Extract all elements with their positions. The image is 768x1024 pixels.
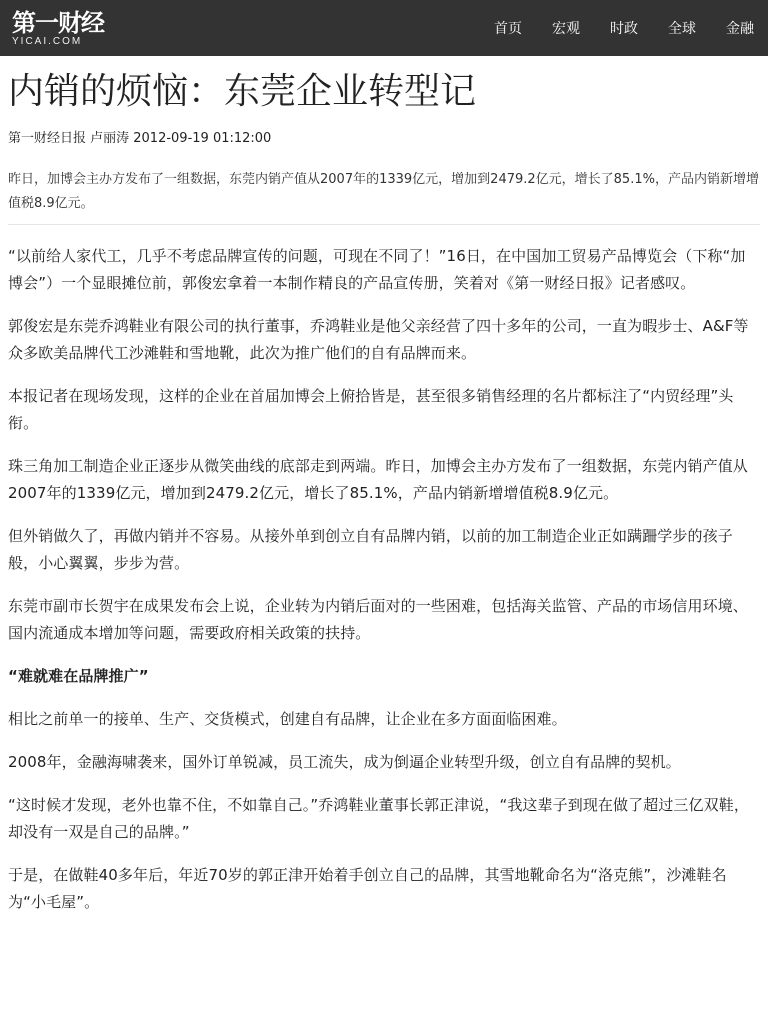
nav-item-global[interactable]: 全球 (668, 21, 696, 37)
nav-item-macro[interactable]: 宏观 (552, 21, 580, 37)
article-paragraph: 珠三角加工制造企业正逐步从微笑曲线的底部走到两端。昨日，加博会主办方发布了一组数据，东莞内销产值从2007年的1339亿元，增加到2479.2亿元，增长了85.1%，产品内销新增增值税8.9亿元。 (8, 457, 748, 502)
article-paragraph: 本报记者在现场发现，这样的企业在首届加博会上俯拾皆是，甚至很多销售经理的名片都标注了“内贸经理”头衔。 (8, 387, 734, 432)
article-body (8, 243, 760, 916)
nav-item-finance[interactable]: 金融 (726, 21, 754, 37)
article-paragraph: 2008年，金融海啸袭来，国外订单锐减，员工流失，成为倒逼企业转型升级，创立自有品牌的契机。 (8, 753, 681, 771)
nav-item-home[interactable]: 首页 (494, 21, 522, 37)
article-paragraph: 郭俊宏是东莞乔鸿鞋业有限公司的执行董事，乔鸿鞋业是他父亲经营了四十多年的公司，一直为暇步士、A&F等众多欧美品牌代工沙滩鞋和雪地靴，此次为推广他们的自有品牌而来。 (8, 317, 749, 362)
top-navigation-bar (0, 0, 768, 56)
article-paragraph: 相比之前单一的接单、生产、交货模式，创建自有品牌，让企业在多方面面临困难。 (8, 710, 567, 728)
article-summary: 昨日，加博会主办方发布了一组数据，东莞内销产值从2007年的1339亿元，增加到2479.2亿元，增长了85.1%，产品内销新增增值税8.9亿元。 (8, 168, 760, 225)
article-meta: 第一财经日报 卢丽涛 2012-09-19 01:12:00 (8, 131, 272, 146)
logo-subtext: YICAI.COM (12, 36, 83, 47)
article-paragraph: “以前给人家代工，几乎不考虑品牌宣传的问题，可现在不同了！”16日，在中国加工贸易产品博览会（下称“加博会”）一个显眼摊位前，郭俊宏拿着一本制作精良的产品宣传册，笑着对《第一财经日报》记者感叹。 (8, 247, 746, 292)
article-paragraph: 东莞市副市长贺宇在成果发布会上说，企业转为内销后面对的一些困难，包括海关监管、产品的市场信用环境、国内流通成本增加等问题，需要政府相关政策的扶持。 (8, 597, 748, 642)
article-paragraph: “这时候才发现，老外也靠不住，不如靠自己。”乔鸿鞋业董事长郭正津说，“我这辈子到现在做了超过三亿双鞋，却没有一双是自己的品牌。” (8, 796, 749, 841)
article-title: 内销的烦恼：东莞企业转型记 (8, 71, 477, 112)
article-paragraph: 但外销做久了，再做内销并不容易。从接外单到创立自有品牌内销，以前的加工制造企业正如蹒跚学步的孩子般，小心翼翼，步步为营。 (8, 527, 733, 572)
site-logo[interactable] (12, 10, 104, 48)
article-paragraph: 于是，在做鞋40多年后，年近70岁的郭正津开始着手创立自己的品牌，其雪地靴命名为“洛克熊”，沙滩鞋名为“小毛屋”。 (8, 866, 727, 911)
main-nav (494, 0, 768, 56)
article-container (0, 68, 768, 916)
article-subheading: “难就难在品牌推广” (8, 667, 149, 685)
logo-text: 第一财经 (12, 9, 104, 37)
nav-item-politics[interactable]: 时政 (610, 21, 638, 37)
